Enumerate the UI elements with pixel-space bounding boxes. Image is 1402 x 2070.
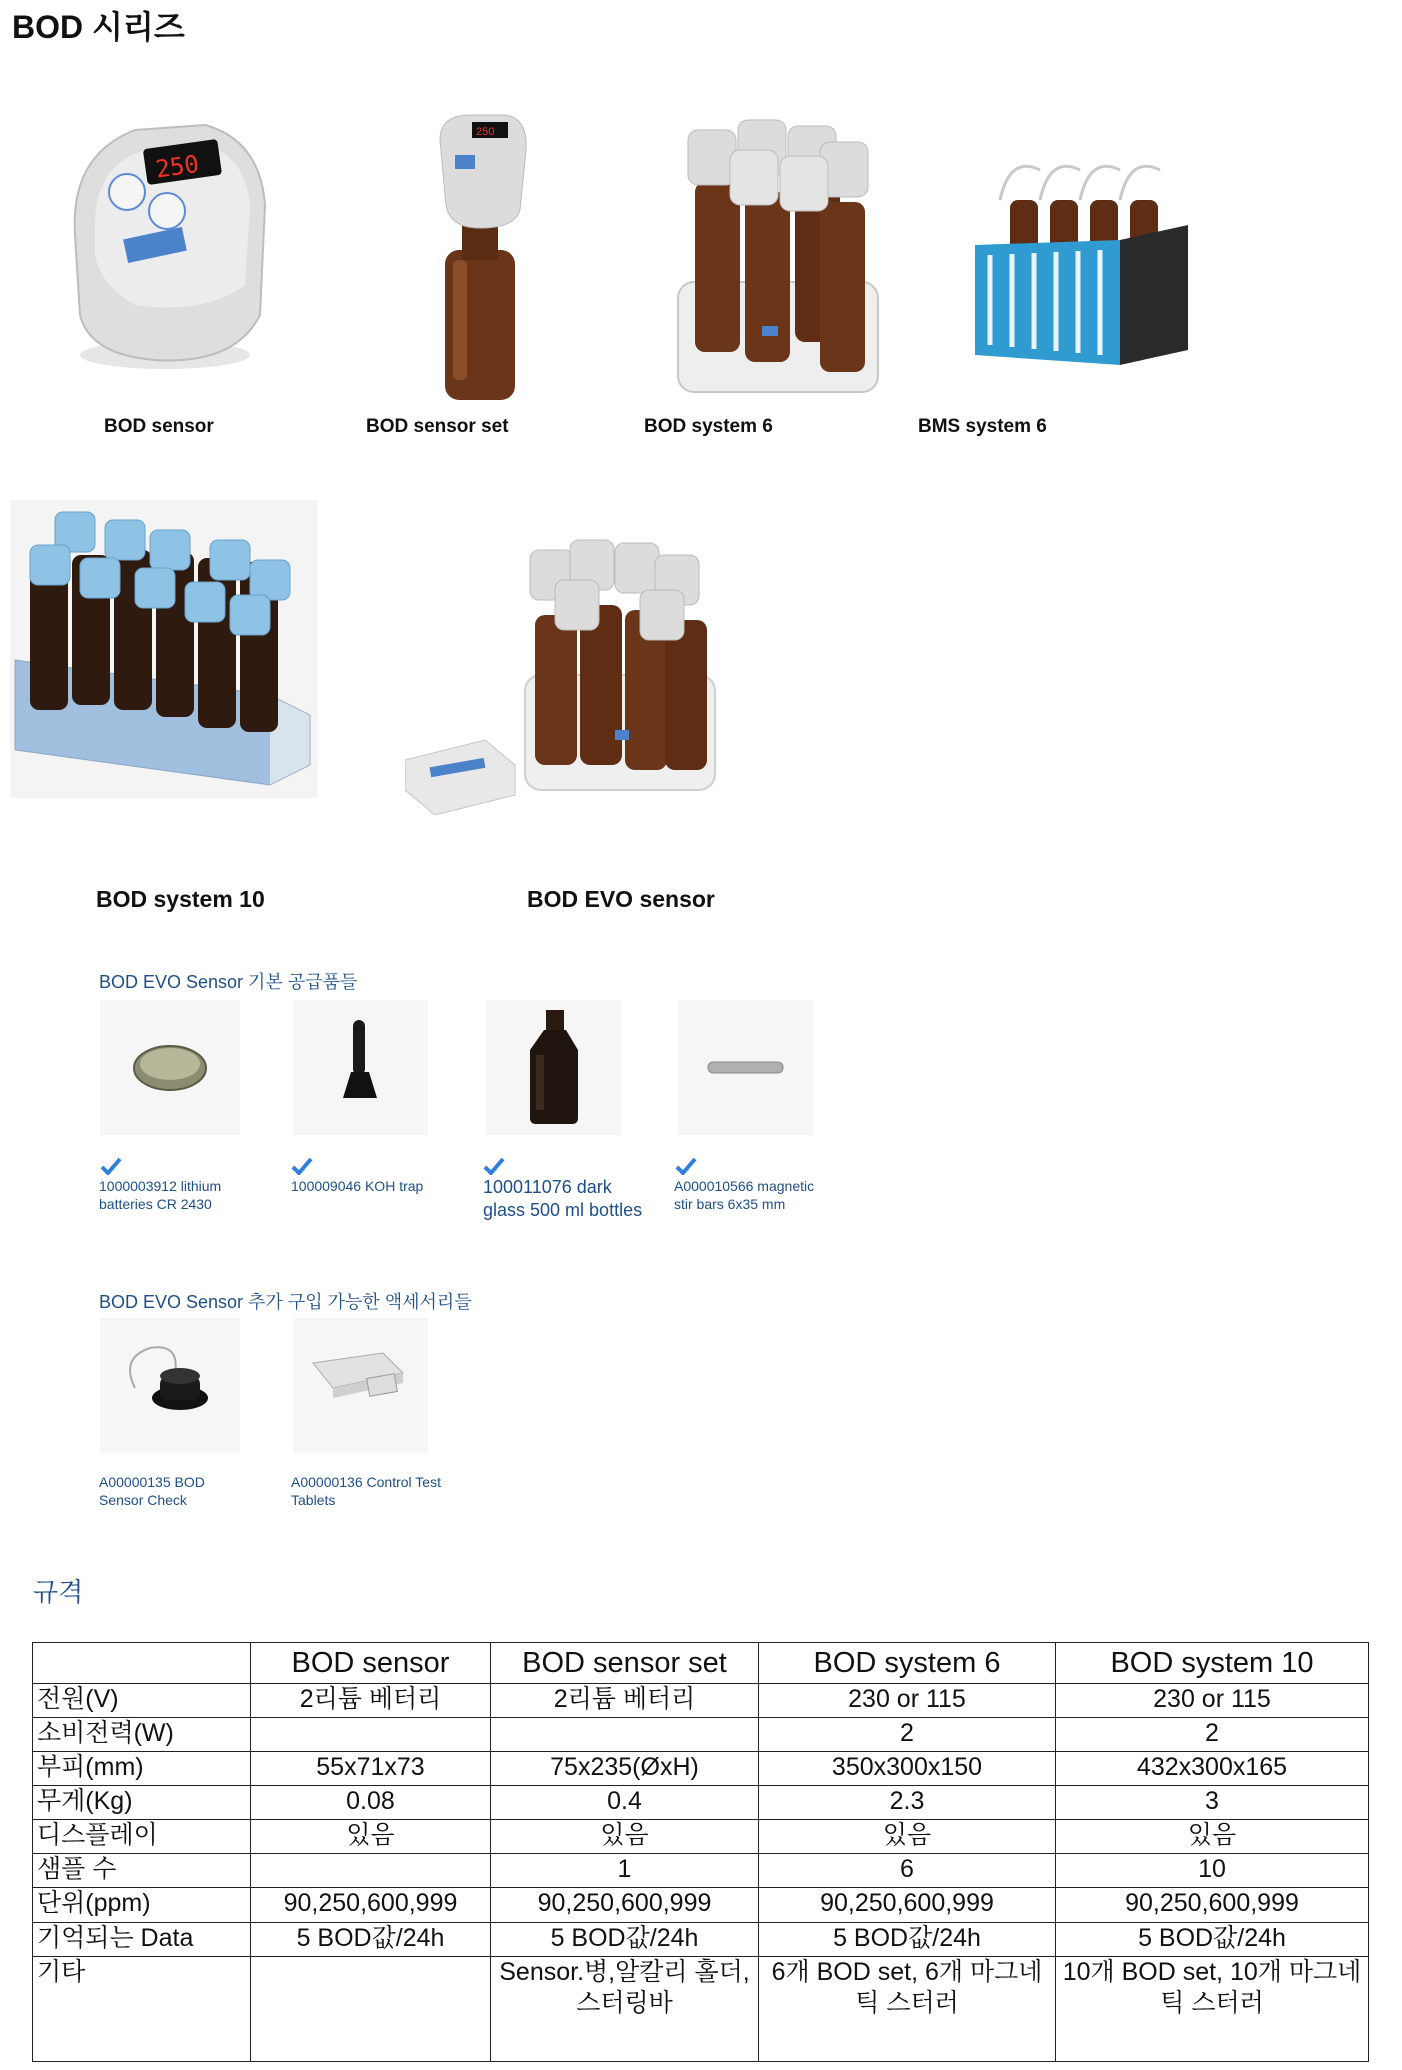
check-icon (483, 1157, 505, 1175)
spec-row (33, 1752, 1369, 1786)
check-icon (291, 1157, 313, 1175)
spec-cell: 5 BOD값/24h (491, 1922, 759, 1956)
product-label: BOD system 10 (96, 886, 265, 912)
spec-cell: 5 BOD값/24h (1056, 1922, 1369, 1956)
spec-header-cell: BOD system 10 (1056, 1643, 1369, 1684)
spec-cell: 2리튬 베터리 (491, 1684, 759, 1718)
spec-row-label: 기억되는 Data (33, 1922, 251, 1956)
accessory-caption: A00000136 Control Test Tablets (291, 1474, 441, 1508)
spec-cell: 3 (1056, 1786, 1369, 1820)
spec-row (33, 1888, 1369, 1922)
bod-sensor-check-image (100, 1318, 240, 1453)
spec-cell (251, 1718, 491, 1752)
spec-cell: 2.3 (759, 1786, 1056, 1820)
spec-cell: 2리튬 베터리 (251, 1684, 491, 1718)
spec-cell: 10개 BOD set, 10개 마그네틱 스터러 (1056, 1956, 1369, 2061)
spec-cell: 350x300x150 (759, 1752, 1056, 1786)
spec-row-label: 전원(V) (33, 1684, 251, 1718)
spec-cell: 6개 BOD set, 6개 마그네틱 스터러 (759, 1956, 1056, 2061)
product-label: BOD EVO sensor (527, 886, 715, 912)
spec-header-row (33, 1643, 1369, 1684)
dark-glass-bottle-image (486, 1000, 621, 1135)
spec-cell (251, 1956, 491, 2061)
spec-cell: 90,250,600,999 (251, 1888, 491, 1922)
spec-cell: 있음 (759, 1820, 1056, 1854)
supplies-heading: BOD EVO Sensor 기본 공급품들 (99, 972, 358, 992)
bod-system-6-image (670, 112, 885, 402)
spec-row (33, 1684, 1369, 1718)
spec-row-label: 소비전력(W) (33, 1718, 251, 1752)
spec-cell: 432x300x165 (1056, 1752, 1369, 1786)
spec-row (33, 1820, 1369, 1854)
bod-system-10-image (10, 500, 318, 798)
spec-cell: 90,250,600,999 (759, 1888, 1056, 1922)
spec-header-cell: BOD system 6 (759, 1643, 1056, 1684)
spec-cell (251, 1854, 491, 1888)
supply-caption: 100011076 dark glass 500 ml bottles (483, 1177, 643, 1220)
spec-row-label: 기타 (33, 1956, 251, 2061)
spec-cell (491, 1718, 759, 1752)
bod-evo-sensor-image (405, 535, 720, 815)
bod-sensor-image (55, 115, 275, 375)
spec-cell: 10 (1056, 1854, 1369, 1888)
spec-row (33, 1956, 1369, 2061)
spec-header-cell: BOD sensor (251, 1643, 491, 1684)
svg-text:250: 250 (153, 149, 201, 184)
spec-cell: 2 (1056, 1718, 1369, 1752)
spec-cell: 90,250,600,999 (1056, 1888, 1369, 1922)
bms-system-6-image (970, 150, 1195, 370)
spec-cell: 있음 (251, 1820, 491, 1854)
spec-row (33, 1922, 1369, 1956)
spec-cell: 0.4 (491, 1786, 759, 1820)
spec-header-cell: BOD sensor set (491, 1643, 759, 1684)
supply-caption: 1000003912 lithium batteries CR 2430 (99, 1178, 222, 1212)
spec-cell: 230 or 115 (1056, 1684, 1369, 1718)
bod-sensor-set-image (420, 110, 540, 400)
svg-text:250: 250 (476, 126, 495, 138)
spec-title: 규격 (33, 1577, 84, 1607)
accessory-caption: A00000135 BOD Sensor Check (99, 1474, 205, 1508)
spec-table (32, 1642, 1369, 2062)
spec-row-label: 무게(Kg) (33, 1786, 251, 1820)
control-test-tablets-image (293, 1318, 428, 1453)
spec-row-label: 부피(mm) (33, 1752, 251, 1786)
spec-cell: 2 (759, 1718, 1056, 1752)
spec-cell: 0.08 (251, 1786, 491, 1820)
spec-cell: 있음 (1056, 1820, 1369, 1854)
spec-cell: 1 (491, 1854, 759, 1888)
page-title: BOD 시리즈 (12, 9, 185, 45)
spec-cell: Sensor.병,알칼리 홀더,스터링바 (491, 1956, 759, 2061)
product-label: BOD sensor (104, 416, 214, 437)
accessories-heading: BOD EVO Sensor 추가 구입 가능한 액세서리들 (99, 1292, 472, 1312)
stir-bar-image (678, 1000, 813, 1135)
spec-row-label: 디스플레이 (33, 1820, 251, 1854)
spec-header-cell (33, 1643, 251, 1684)
check-icon (100, 1157, 122, 1175)
spec-row (33, 1854, 1369, 1888)
product-label: BOD system 6 (644, 416, 773, 437)
supply-caption: 100009046 KOH trap (291, 1178, 424, 1194)
product-label: BMS system 6 (918, 416, 1047, 437)
product-label: BOD sensor set (366, 416, 509, 437)
spec-cell: 5 BOD값/24h (251, 1922, 491, 1956)
spec-cell: 230 or 115 (759, 1684, 1056, 1718)
koh-trap-image (293, 1000, 428, 1135)
spec-cell: 75x235(ØxH) (491, 1752, 759, 1786)
spec-row (33, 1786, 1369, 1820)
lithium-battery-image (100, 1000, 240, 1135)
spec-row-label: 샘플 수 (33, 1854, 251, 1888)
spec-cell: 6 (759, 1854, 1056, 1888)
spec-cell: 있음 (491, 1820, 759, 1854)
spec-row (33, 1718, 1369, 1752)
spec-row-label: 단위(ppm) (33, 1888, 251, 1922)
supply-caption: A000010566 magnetic stir bars 6x35 mm (674, 1178, 815, 1212)
spec-cell: 55x71x73 (251, 1752, 491, 1786)
spec-cell: 90,250,600,999 (491, 1888, 759, 1922)
spec-cell: 5 BOD값/24h (759, 1922, 1056, 1956)
check-icon (675, 1157, 697, 1175)
